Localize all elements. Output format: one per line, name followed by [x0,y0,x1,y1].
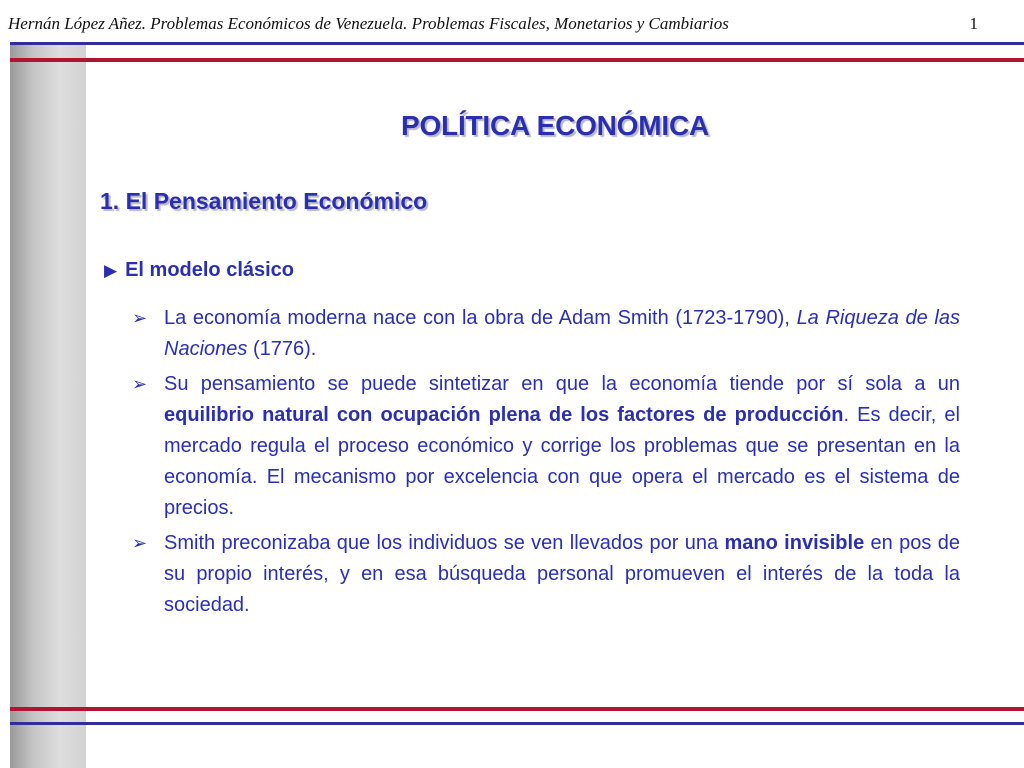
header-rule-red [10,58,1024,62]
list-item [132,369,960,524]
bullet-text: Smith preconizaba que los individuos se ven llevados por una [164,532,725,554]
bullet-text: Su pensamiento se puede sintetizar en que la economía tiende por sí sola a un [164,373,960,395]
page-number: 1 [969,14,978,33]
slide-title: POLÍTICA ECONÓMICA [400,110,710,141]
subsection-label: El modelo clásico [125,259,295,281]
page-header [8,14,978,40]
list-item [132,303,960,365]
bullet-list [132,303,960,625]
bullet-emphasis: equilibrio natural con ocupación plena de los factores de producción [164,404,844,426]
triangle-bullet-icon: ▶ [104,261,118,280]
footer-rule-blue [10,722,1024,725]
book-title: La Riqueza de las Naciones [164,307,960,360]
list-item [132,528,960,621]
decorative-sidebar [10,43,86,768]
header-rule-blue [10,42,1024,45]
subsection-heading [104,259,294,282]
bullet-text: (1776). [247,338,317,360]
header-title: Hernán López Añez. Problemas Económicos de Venezuela. Problemas Fiscales, Monetarios y Cambiarios [8,14,729,33]
section-heading: 1. El Pensamiento Económico [100,188,428,214]
bullet-text: . Es decir, el mercado regula el proceso económico y corrige los problemas que se presentan en la economía. El mecanismo por excelencia con que opera el mercado es el sistema de precios. [164,404,960,519]
bullet-emphasis: mano invisible [724,532,865,554]
arrow-bullet-icon: ➢ [132,533,148,553]
arrow-bullet-icon: ➢ [132,374,148,394]
bullet-text: La economía moderna nace con la obra de Adam Smith (1723-1790), [164,307,797,329]
footer-rule-red [10,707,1024,711]
bullet-text: en pos de su propio interés, y en esa búsqueda personal promueven el interés de la toda la sociedad. [164,532,960,616]
arrow-bullet-icon: ➢ [132,308,148,328]
